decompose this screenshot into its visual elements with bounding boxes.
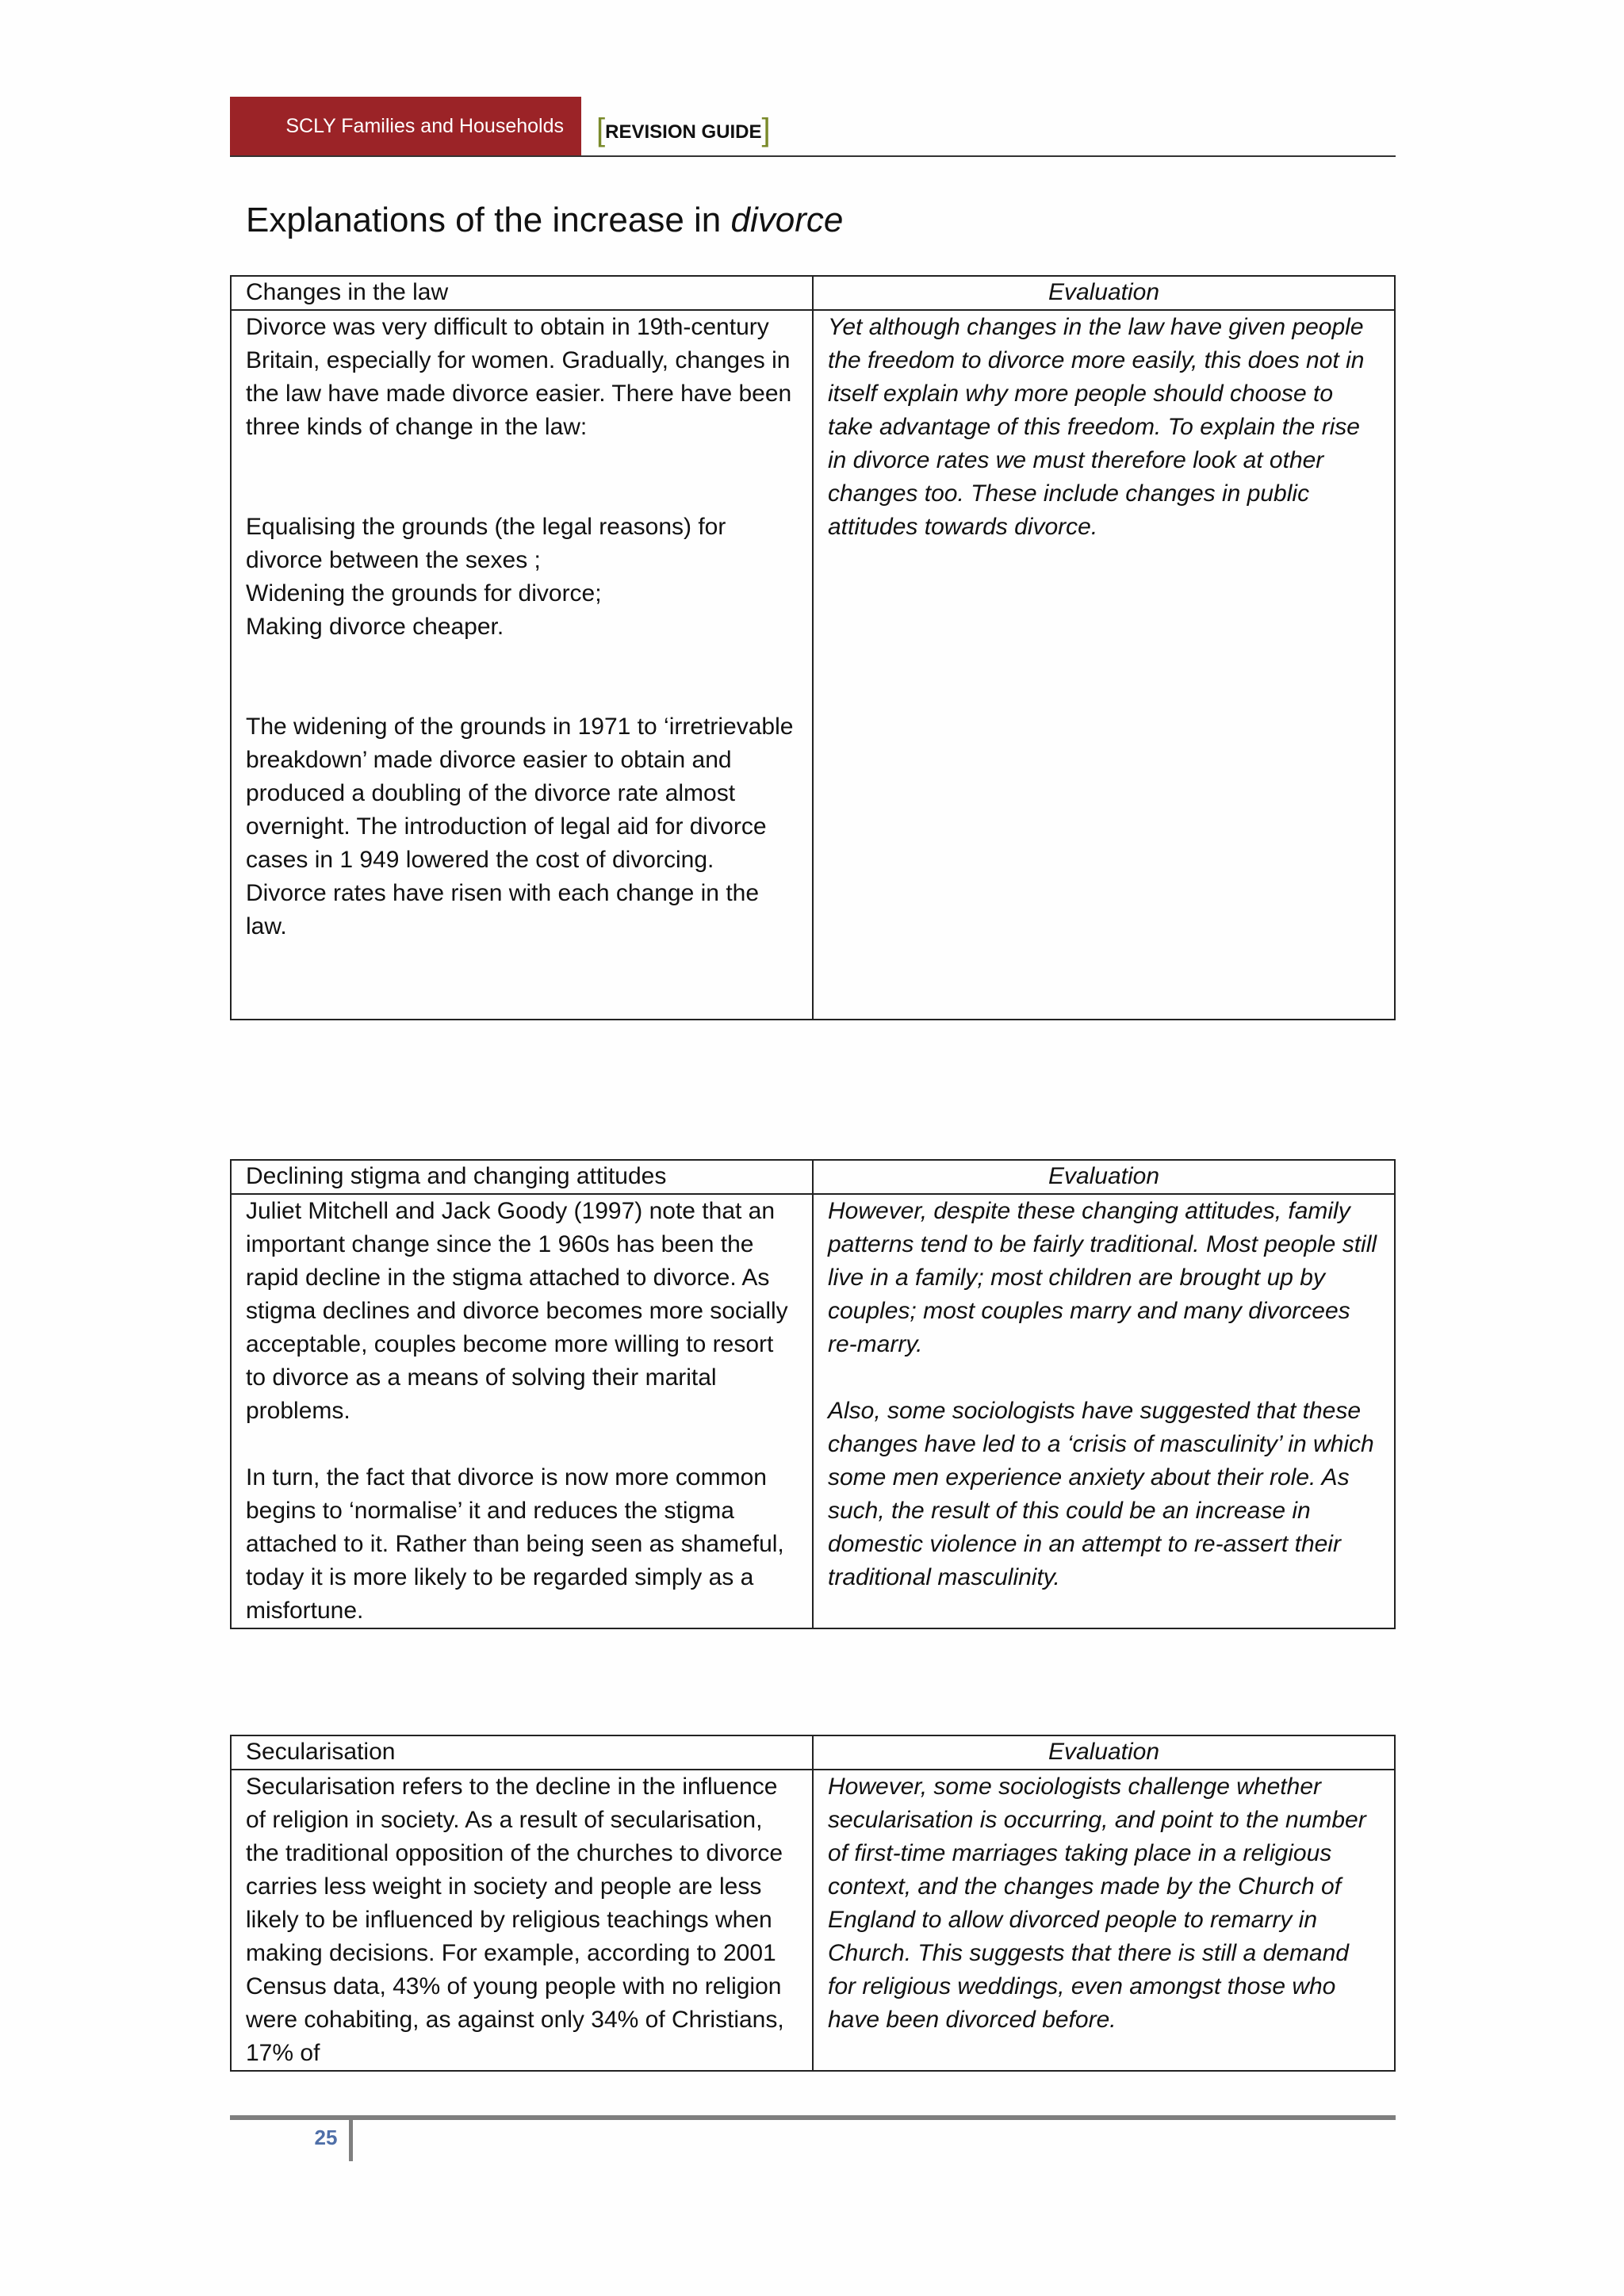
- table-heading: Changes in the law: [231, 276, 813, 310]
- cell-paragraph: Divorce was very difficult to obtain in 19th-century Britain, especially for women. Gradually, changes in the law have made divorce easier. There have been three kinds of change in the law:: [246, 314, 792, 440]
- header-rule: [230, 155, 1396, 157]
- table-declining-stigma: [230, 1159, 1396, 1629]
- header-course-title: SCLY Families and Households: [285, 115, 564, 137]
- cell-paragraph: The widening of the grounds in 1971 to ‘irretrievable breakdown’ made divorce easier to obtain and produced a doubling of the divorce rate almost overnight. The introduction of legal aid for divorce cases in 1 949 lowered the cost of divorcing. Divorce rates have risen with each change in the law.: [246, 714, 794, 939]
- table-heading: Secularisation: [231, 1735, 813, 1770]
- cell-paragraph: Juliet Mitchell and Jack Goody (1997) note that an important change since the 1 960s has been the rapid decline in the stigma attached to divorce. As stigma declines and divorce becomes more socially acceptable, couples become more willing to resort to divorce as a means of solving their marital problems.: [246, 1198, 788, 1424]
- table-changes-in-law: [230, 275, 1396, 1020]
- page-title-text: Explanations of the increase in: [246, 201, 731, 239]
- page-title-emphasis: divorce: [730, 201, 844, 239]
- evaluation-paragraph: However, some sociologists challenge whether secularisation is occurring, and point to the number of first-time marriages taking place in a religious context, and the changes made by the Church of England to allow divorced people to remarry in Church. This suggests that there is still a demand for religious weddings, even amongst those who have been divorced before.: [828, 1774, 1366, 2033]
- table-right-cell: [813, 1194, 1395, 1628]
- table-left-cell: [231, 1194, 813, 1628]
- cell-paragraph: Secularisation refers to the decline in the influence of religion in society. As a result of secularisation, the traditional opposition of the churches to divorce carries less weight in society and people are less likely to be influenced by religious teachings when making decisions. For example, according to 2001 Census data, 43% of young people with no religion were cohabiting, as against only 34% of Christians, 17% of: [246, 1774, 784, 2066]
- header-course-band: [230, 97, 581, 155]
- table-left-cell: [231, 1770, 813, 2071]
- list-item: Making divorce cheaper.: [246, 614, 504, 640]
- list-item: Widening the grounds for divorce;: [246, 580, 602, 607]
- header-bracket-open: [: [596, 113, 606, 147]
- list-item: Equalising the grounds (the legal reasons) for divorce between the sexes ;: [246, 514, 726, 573]
- table-eval-heading: Evaluation: [813, 1735, 1395, 1770]
- table-right-cell: [813, 310, 1395, 1020]
- table-secularisation: [230, 1735, 1396, 2072]
- evaluation-paragraph: Also, some sociologists have suggested that these changes have led to a ‘crisis of masculinity’ in which some men experience anxiety about their role. As such, the result of this could be an increase in domestic violence in an attempt to re-assert their traditional masculinity.: [828, 1398, 1374, 1590]
- table-right-cell: [813, 1770, 1395, 2071]
- table-heading: Declining stigma and changing attitudes: [231, 1160, 813, 1194]
- footer-rule: [230, 2115, 1396, 2120]
- cell-paragraph: In turn, the fact that divorce is now more common begins to ‘normalise’ it and reduces the stigma attached to it. Rather than being seen as shameful, today it is more likely to be regarded simply as a misfortune.: [246, 1464, 784, 1624]
- table-eval-heading: Evaluation: [813, 1160, 1395, 1194]
- header-guide-label: [596, 106, 771, 154]
- header-bracket-close: ]: [761, 113, 771, 147]
- table-left-cell: [231, 310, 813, 1020]
- evaluation-paragraph: Yet although changes in the law have given people the freedom to divorce more easily, this does not in itself explain why more people should choose to take advantage of this freedom. To explain the rise in divorce rates we must therefore look at other changes too. These include changes in public attitudes towards divorce.: [828, 314, 1365, 540]
- page-title: [246, 197, 843, 244]
- law-change-list: [246, 511, 798, 644]
- footer-tick: [349, 2120, 353, 2161]
- evaluation-paragraph: However, despite these changing attitudes, family patterns tend to be fairly traditional. Most people still live in a family; most children are brought up by couples; most couples marry and many divorcees re-marry.: [828, 1198, 1377, 1357]
- page-number: 25: [314, 2126, 338, 2149]
- table-eval-heading: Evaluation: [813, 276, 1395, 310]
- header-guide-text: REVISION GUIDE: [605, 121, 762, 143]
